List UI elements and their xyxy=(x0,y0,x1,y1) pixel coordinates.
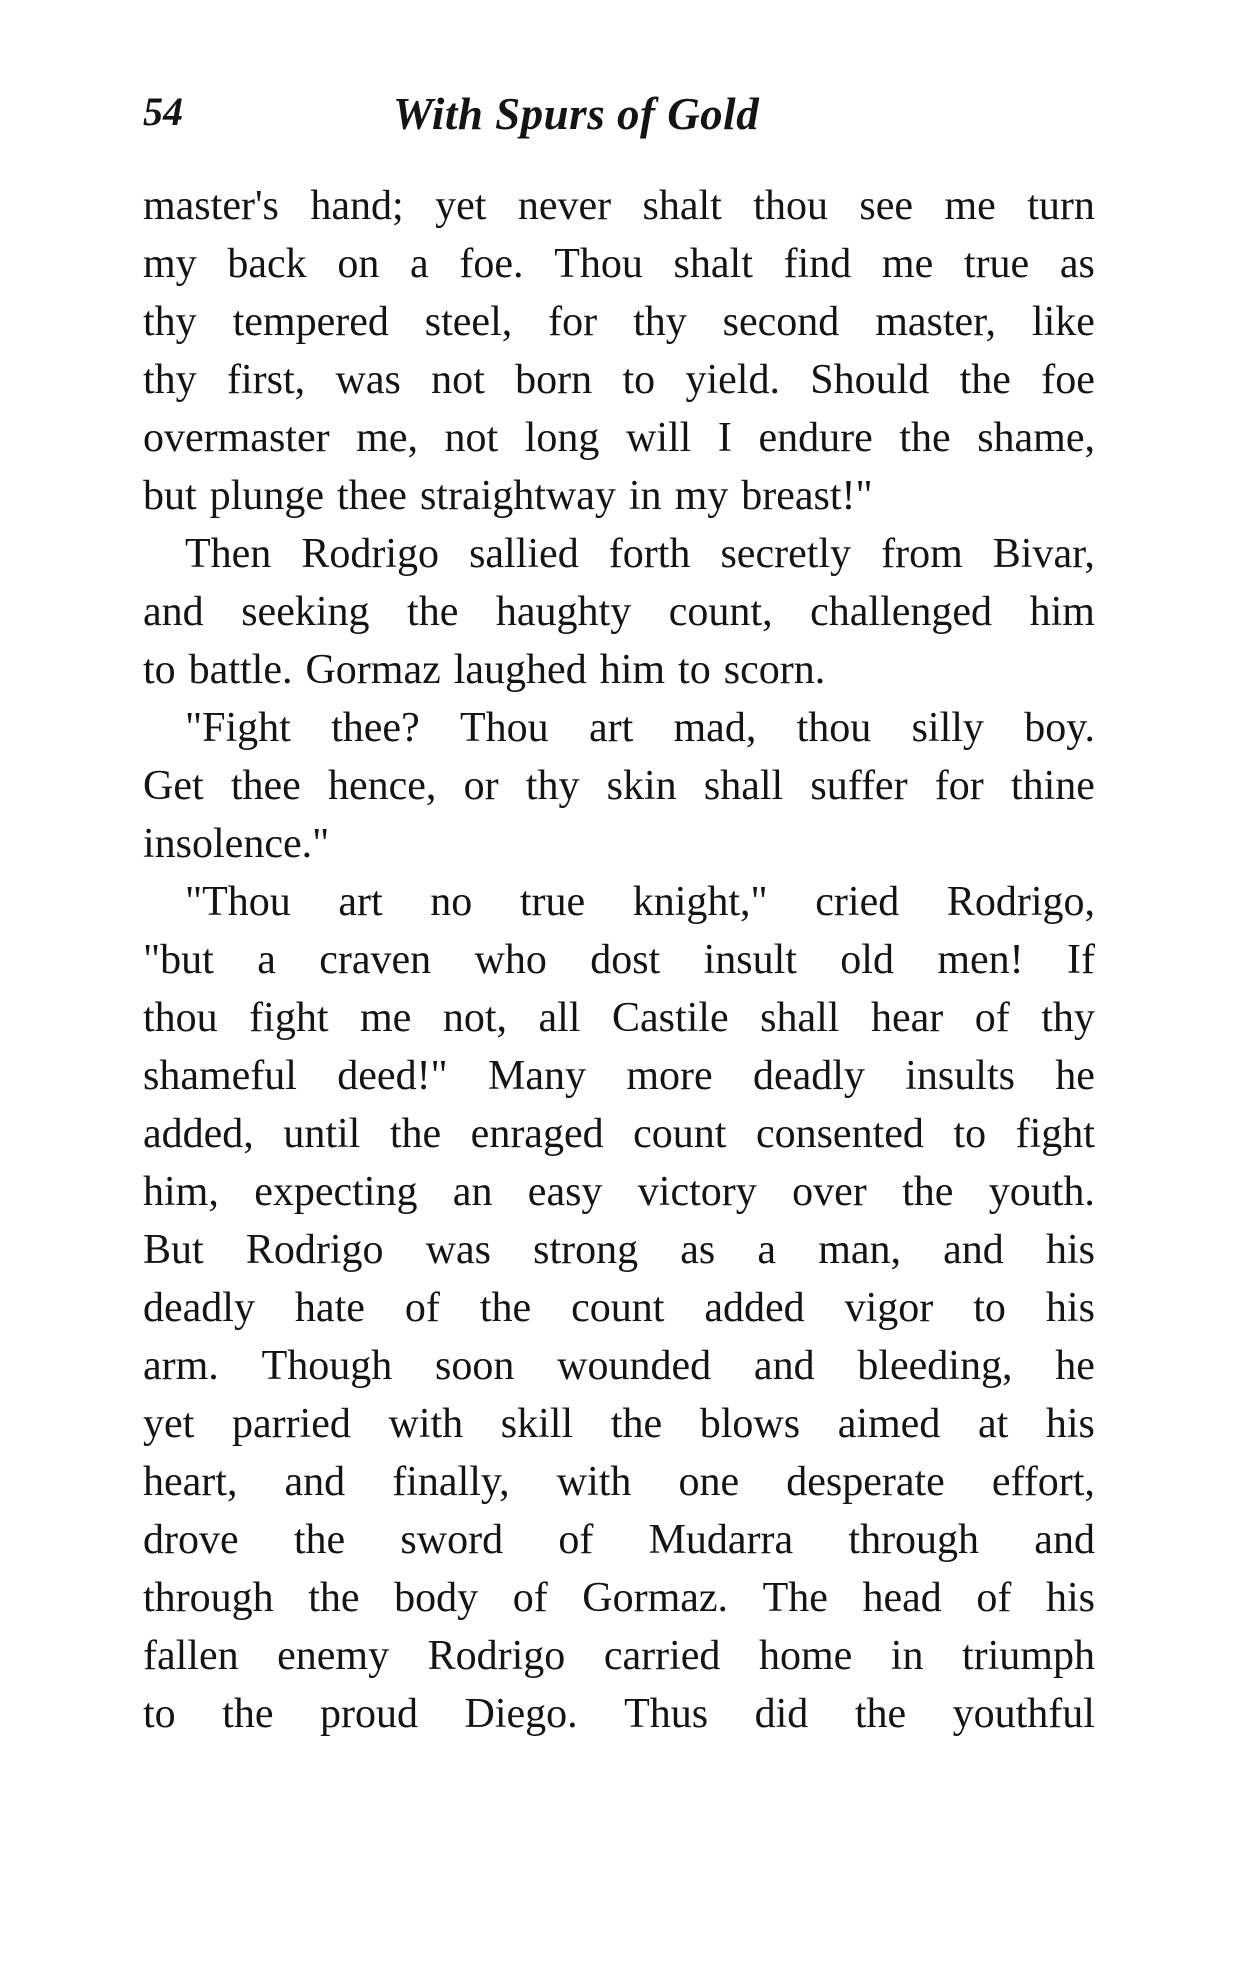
word: hence, xyxy=(327,763,437,809)
word: hate xyxy=(294,1285,365,1331)
word: But xyxy=(143,1227,204,1273)
word: Rodrigo xyxy=(427,1633,566,1679)
word: as xyxy=(680,1227,716,1273)
word: to xyxy=(143,647,176,693)
word: Rodrigo, xyxy=(946,879,1095,925)
word: effort, xyxy=(991,1459,1095,1505)
word: sword xyxy=(400,1517,504,1563)
text-line xyxy=(143,1511,1095,1569)
word: count, xyxy=(668,589,773,635)
word: him xyxy=(599,647,666,693)
text-line xyxy=(143,293,1095,351)
text-line xyxy=(143,1337,1095,1395)
text-line xyxy=(143,235,1095,293)
word: art xyxy=(338,879,383,925)
word: thy xyxy=(1041,995,1095,1041)
word: see xyxy=(859,183,914,229)
word: master's xyxy=(143,183,279,229)
word: Rodrigo xyxy=(301,531,440,577)
word: and xyxy=(753,1343,815,1389)
word: yield. xyxy=(685,357,780,403)
word: shameful xyxy=(143,1053,297,1099)
word: scorn. xyxy=(723,647,826,693)
word: Thus xyxy=(624,1691,709,1737)
word: Bivar, xyxy=(992,531,1095,577)
word: suffer xyxy=(810,763,908,809)
running-head xyxy=(143,88,1095,148)
word: him xyxy=(1029,589,1095,635)
word: added, xyxy=(143,1111,254,1157)
word: battle. xyxy=(188,647,293,693)
word: deadly xyxy=(143,1285,255,1331)
word: long xyxy=(524,415,600,461)
word: turn xyxy=(1027,183,1095,229)
word: not, xyxy=(442,995,507,1041)
word: plunge xyxy=(209,473,324,519)
word: tempered xyxy=(232,299,389,345)
word: he xyxy=(1055,1053,1095,1099)
word: finally, xyxy=(392,1459,510,1505)
word: Then xyxy=(185,531,272,577)
word: thou xyxy=(753,183,828,229)
word: the xyxy=(222,1691,274,1737)
word: secretly xyxy=(720,531,852,577)
word: strong xyxy=(533,1227,639,1273)
word: me xyxy=(944,183,996,229)
word: thy xyxy=(143,299,197,345)
word: The xyxy=(762,1575,828,1621)
word: one xyxy=(678,1459,740,1505)
word: challenged xyxy=(810,589,993,635)
word: was xyxy=(425,1227,491,1273)
word: soon xyxy=(435,1343,515,1389)
word: the xyxy=(899,415,951,461)
text-line xyxy=(143,757,1095,815)
text-line xyxy=(143,641,1095,699)
word: deed!" xyxy=(337,1053,448,1099)
text-line xyxy=(143,409,1095,467)
text-line xyxy=(143,1685,1095,1743)
word: to xyxy=(973,1285,1006,1331)
word: an xyxy=(452,1169,493,1215)
word: the xyxy=(610,1401,663,1447)
word: expecting xyxy=(254,1169,418,1215)
word: deadly xyxy=(752,1053,865,1099)
word: craven xyxy=(319,937,432,983)
text-line xyxy=(143,525,1095,583)
word: fallen xyxy=(143,1633,239,1679)
word: born xyxy=(515,357,593,403)
word: insults xyxy=(905,1053,1015,1099)
word: heart, xyxy=(143,1459,238,1505)
word: my xyxy=(143,241,197,287)
word: thee xyxy=(230,763,301,809)
word: parried xyxy=(231,1401,351,1447)
word: Get xyxy=(143,763,204,809)
word: the xyxy=(959,357,1011,403)
word: victory xyxy=(637,1169,757,1215)
word: thine xyxy=(1010,763,1095,809)
word: Thou xyxy=(554,241,643,287)
word: man, xyxy=(818,1227,901,1273)
word: cried xyxy=(815,879,900,925)
word: me xyxy=(360,995,412,1041)
word: sallied xyxy=(469,531,579,577)
word: boy. xyxy=(1024,705,1095,751)
word: the xyxy=(854,1691,907,1737)
word: he xyxy=(1055,1343,1095,1389)
word: endure xyxy=(758,415,873,461)
word: dost xyxy=(590,937,661,983)
word: thy xyxy=(525,763,580,809)
word: until xyxy=(283,1111,361,1157)
word: will xyxy=(626,415,692,461)
word: not xyxy=(444,415,499,461)
word: Should xyxy=(810,357,930,403)
word: and xyxy=(284,1459,346,1505)
word: thou xyxy=(796,705,872,751)
word: If xyxy=(1066,937,1095,983)
word: true xyxy=(963,241,1030,287)
text-line xyxy=(143,873,1095,931)
text-line xyxy=(143,1105,1095,1163)
text-line xyxy=(143,1163,1095,1221)
running-title: With Spurs of Gold xyxy=(393,89,760,139)
word: my xyxy=(674,473,729,519)
word: insult xyxy=(703,937,797,983)
text-line xyxy=(143,699,1095,757)
word: a xyxy=(257,937,276,983)
word: enraged xyxy=(470,1111,604,1157)
word: the xyxy=(308,1575,360,1621)
word: Rodrigo xyxy=(245,1227,384,1273)
word: I xyxy=(717,415,732,461)
text-line xyxy=(143,1395,1095,1453)
word: steel, xyxy=(424,299,513,345)
text-line xyxy=(143,1453,1095,1511)
text-line xyxy=(143,1627,1095,1685)
word: shall xyxy=(703,763,784,809)
word: thy xyxy=(633,299,687,345)
word: art xyxy=(588,705,634,751)
text-line xyxy=(143,583,1095,641)
word: Mudarra xyxy=(648,1517,794,1563)
word: "Fight xyxy=(185,705,291,751)
word: of xyxy=(512,1575,548,1621)
word: the xyxy=(389,1111,442,1157)
word: Gormaz. xyxy=(582,1575,729,1621)
word: insolence." xyxy=(143,821,330,867)
word: thy xyxy=(143,357,197,403)
word: his xyxy=(1045,1227,1095,1273)
word: wounded xyxy=(557,1343,712,1389)
word: his xyxy=(1045,1401,1095,1447)
word: silly xyxy=(911,705,984,751)
word: youthful xyxy=(952,1691,1095,1737)
word: of xyxy=(976,1575,1012,1621)
word: thee? xyxy=(331,705,420,751)
word: his xyxy=(1045,1575,1095,1621)
word: to xyxy=(678,647,711,693)
word: laughed xyxy=(453,647,587,693)
word: carried xyxy=(603,1633,721,1679)
word: "Thou xyxy=(185,879,291,925)
word: was xyxy=(335,357,401,403)
word: overmaster xyxy=(143,415,330,461)
word: for xyxy=(934,763,984,809)
word: Though xyxy=(261,1343,393,1389)
word: arm. xyxy=(143,1343,219,1389)
word: fight xyxy=(1015,1111,1095,1157)
word: skin xyxy=(606,763,677,809)
word: from xyxy=(881,531,963,577)
word: aimed xyxy=(837,1401,941,1447)
word: consented xyxy=(755,1111,924,1157)
word: thou xyxy=(143,995,218,1041)
word: Gormaz xyxy=(305,647,441,693)
word: forth xyxy=(608,531,691,577)
word: knight," xyxy=(632,879,768,925)
word: with xyxy=(388,1401,464,1447)
page-number: 54 xyxy=(143,89,183,134)
word: his xyxy=(1045,1285,1095,1331)
word: and xyxy=(1034,1517,1095,1563)
word: all xyxy=(538,995,581,1041)
text-line xyxy=(143,351,1095,409)
word: Castile xyxy=(611,995,729,1041)
word: through xyxy=(848,1517,980,1563)
word: drove xyxy=(143,1517,239,1563)
word: the xyxy=(293,1517,346,1563)
text-line xyxy=(143,177,1095,235)
word: through xyxy=(143,1575,274,1621)
word: breast!" xyxy=(741,473,873,519)
word: triumph xyxy=(961,1633,1095,1679)
word: not xyxy=(431,357,485,403)
word: fight xyxy=(249,995,329,1041)
word: hand; xyxy=(310,183,404,229)
text-line xyxy=(143,815,1095,873)
word: to xyxy=(953,1111,987,1157)
word: a xyxy=(410,241,429,287)
word: master, xyxy=(875,299,996,345)
word: find xyxy=(783,241,852,287)
word: second xyxy=(722,299,840,345)
word: desperate xyxy=(786,1459,945,1505)
word: hear xyxy=(870,995,944,1041)
word: shalt xyxy=(673,241,753,287)
word: count xyxy=(633,1111,727,1157)
text-line xyxy=(143,1221,1095,1279)
text-line xyxy=(143,467,1095,525)
word: mad, xyxy=(673,705,757,751)
word: me, xyxy=(356,415,418,461)
word: in xyxy=(628,473,662,519)
word: of xyxy=(974,995,1010,1041)
word: yet xyxy=(435,183,487,229)
word: easy xyxy=(527,1169,603,1215)
text-line xyxy=(143,931,1095,989)
word: proud xyxy=(319,1691,418,1737)
word: for xyxy=(548,299,598,345)
word: added xyxy=(704,1285,805,1331)
word: a xyxy=(757,1227,777,1273)
word: or xyxy=(463,763,499,809)
word: men! xyxy=(937,937,1024,983)
word: true xyxy=(519,879,586,925)
word: on xyxy=(337,241,380,287)
word: who xyxy=(474,937,547,983)
text-line xyxy=(143,1279,1095,1337)
word: thee xyxy=(336,473,407,519)
word: to xyxy=(143,1691,176,1737)
word: no xyxy=(430,879,473,925)
word: the xyxy=(407,589,459,635)
word: shalt xyxy=(642,183,722,229)
word: count xyxy=(571,1285,665,1331)
word: of xyxy=(558,1517,594,1563)
body-text xyxy=(143,177,1095,1743)
word: shame, xyxy=(977,415,1095,461)
text-line xyxy=(143,1047,1095,1105)
word: Many xyxy=(488,1053,587,1099)
word: back xyxy=(227,241,307,287)
word: bleeding, xyxy=(857,1343,1013,1389)
text-line xyxy=(143,989,1095,1047)
word: head xyxy=(862,1575,942,1621)
word: and xyxy=(143,589,204,635)
word: "but xyxy=(143,937,214,983)
word: old xyxy=(840,937,894,983)
word: in xyxy=(890,1633,924,1679)
word: the xyxy=(902,1169,954,1215)
word: seeking xyxy=(241,589,370,635)
word: enemy xyxy=(277,1633,390,1679)
word: home xyxy=(758,1633,853,1679)
word: more xyxy=(626,1053,713,1099)
word: the xyxy=(479,1285,532,1331)
word: like xyxy=(1031,299,1095,345)
word: foe. xyxy=(459,241,524,287)
word: never xyxy=(517,183,612,229)
word: blows xyxy=(699,1401,801,1447)
word: yet xyxy=(143,1401,195,1447)
word: did xyxy=(754,1691,809,1737)
word: Thou xyxy=(460,705,549,751)
word: body xyxy=(394,1575,479,1621)
word: as xyxy=(1059,241,1095,287)
word: me xyxy=(881,241,934,287)
word: over xyxy=(792,1169,867,1215)
text-line xyxy=(143,1569,1095,1627)
word: youth. xyxy=(988,1169,1095,1215)
word: of xyxy=(404,1285,440,1331)
word: haughty xyxy=(495,589,632,635)
word: with xyxy=(556,1459,632,1505)
word: to xyxy=(622,357,656,403)
word: straightway xyxy=(419,473,616,519)
word: skill xyxy=(500,1401,574,1447)
word: foe xyxy=(1041,357,1095,403)
word: Diego. xyxy=(464,1691,578,1737)
word: at xyxy=(977,1401,1009,1447)
word: first, xyxy=(227,357,306,403)
word: and xyxy=(943,1227,1004,1273)
word: vigor xyxy=(844,1285,934,1331)
word: shall xyxy=(760,995,840,1041)
word: but xyxy=(143,473,197,519)
word: him, xyxy=(143,1169,219,1215)
